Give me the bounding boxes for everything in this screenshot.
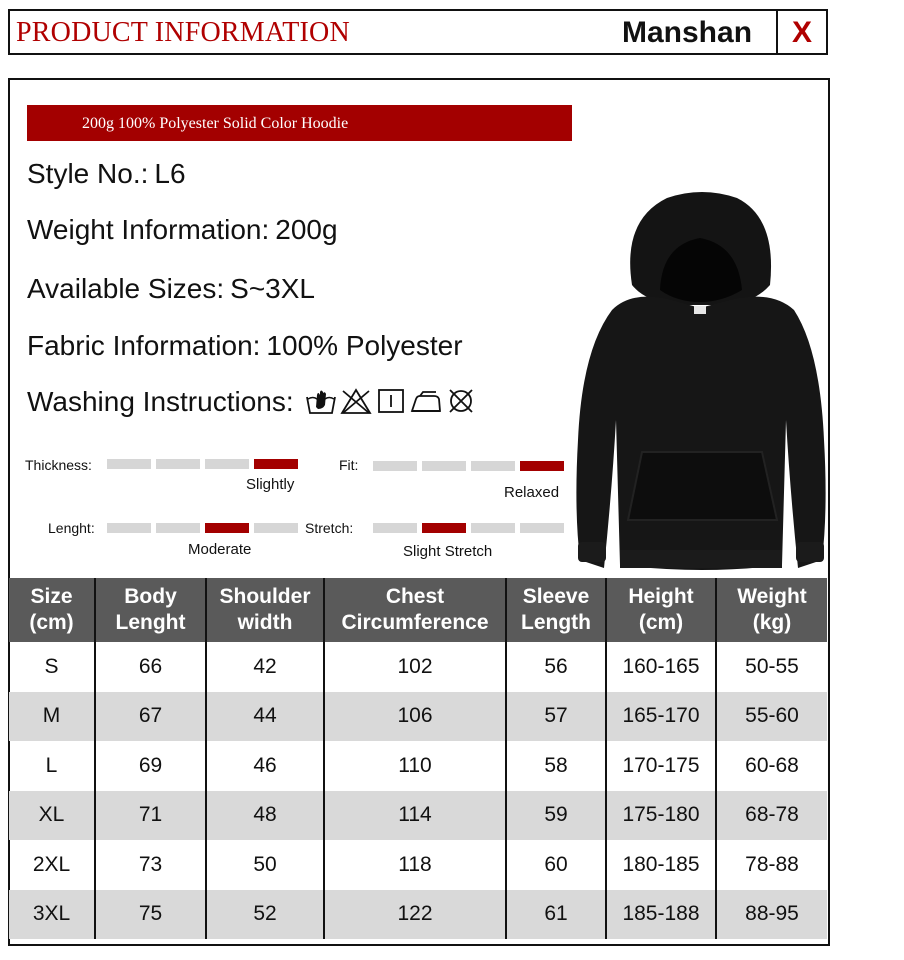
col-header-weight: Weight (kg) (716, 578, 827, 642)
cell: XL (9, 791, 95, 841)
cell: 55-60 (716, 692, 827, 742)
cell: 48 (206, 791, 324, 841)
table-row (9, 642, 827, 692)
col-header-shoulder: Shoulder width (206, 578, 324, 642)
cell: 106 (324, 692, 506, 742)
stretch-seg-3 (471, 523, 515, 533)
fit-seg-4 (520, 461, 564, 471)
thickness-seg-4 (254, 459, 298, 469)
table-row (9, 791, 827, 841)
table-header-row (9, 578, 827, 642)
no-tumble-dry-icon (445, 387, 477, 415)
page-title: PRODUCT INFORMATION (16, 17, 350, 48)
stretch-value: Slight Stretch (403, 543, 493, 560)
col-header-body-length: Body Lenght (95, 578, 206, 642)
sizes-label: Available Sizes: (27, 273, 225, 304)
cell: 185-188 (606, 890, 716, 940)
table-row (9, 692, 827, 742)
cell: 60 (506, 840, 606, 890)
stretch-seg-4 (520, 523, 564, 533)
hand-wash-icon (305, 387, 337, 415)
cell: 78-88 (745, 852, 799, 876)
cell: 44 (206, 692, 324, 742)
header-bar (8, 9, 828, 55)
thickness-seg-2 (156, 459, 200, 469)
cell: 88-95 (716, 890, 827, 940)
cell: 73 (95, 840, 206, 890)
iron-icon (410, 387, 442, 415)
cell: 118 (324, 840, 506, 890)
cell: 66 (95, 642, 206, 692)
washing-label: Washing Instructions: (27, 386, 294, 417)
weight-label: Weight Information: (27, 214, 270, 245)
style-label: Style No.: (27, 158, 149, 189)
cell: 110 (324, 741, 506, 791)
cell: 46 (206, 741, 324, 791)
brand-name: Manshan (622, 16, 753, 49)
thickness-value: Slightly (246, 476, 295, 493)
washing-line (27, 386, 477, 418)
close-button[interactable]: X (791, 16, 812, 49)
no-bleach-icon (340, 387, 372, 415)
thickness-seg-1 (107, 459, 151, 469)
hoodie-image (572, 190, 830, 575)
stretch-seg-1 (373, 523, 417, 533)
stretch-seg-2 (422, 523, 466, 533)
cell: 165-170 (606, 692, 716, 742)
col-header-height: Height (cm) (606, 578, 716, 642)
table-row (9, 840, 827, 890)
fabric-value: 100% Polyester (266, 330, 463, 361)
length-bar (107, 523, 298, 533)
weight-line (27, 214, 338, 246)
col-header-size: Size (cm) (9, 578, 95, 642)
banner-text: 200g 100% Polyester Solid Color Hoodie (82, 115, 349, 132)
cell: 68-78 (716, 791, 827, 841)
style-line (27, 158, 186, 190)
weight-value: 200g (275, 214, 338, 245)
cell: 50-55 (745, 654, 799, 678)
cell: 52 (206, 890, 324, 940)
style-value: L6 (154, 158, 186, 189)
thickness-label: Thickness: (25, 457, 92, 473)
cell: 59 (506, 791, 606, 841)
stretch-bar (373, 523, 564, 533)
length-value: Moderate (188, 541, 252, 558)
cell: 180-185 (606, 840, 716, 890)
fit-seg-3 (471, 461, 515, 471)
length-seg-4 (254, 523, 298, 533)
cell: 102 (324, 642, 506, 692)
cell: S (9, 642, 95, 692)
cell: 50 (206, 840, 324, 890)
cell: 60-68 (745, 753, 799, 777)
cell: 57 (506, 692, 606, 742)
table-row (9, 741, 827, 791)
cell: 175-180 (606, 791, 716, 841)
col-header-chest: Chest Circumference (324, 578, 506, 642)
fit-label: Fit: (339, 457, 359, 473)
length-seg-2 (156, 523, 200, 533)
length-seg-1 (107, 523, 151, 533)
fabric-label: Fabric Information: (27, 330, 261, 361)
cell: 3XL (9, 890, 95, 940)
cell: 58 (506, 741, 606, 791)
table-row (9, 890, 827, 940)
cell: 56 (506, 642, 606, 692)
thickness-bar (107, 459, 298, 469)
sizes-line (27, 273, 315, 305)
cell: 170-175 (606, 741, 716, 791)
cell: 160-165 (606, 642, 716, 692)
product-banner (27, 105, 572, 141)
length-seg-3 (205, 523, 249, 533)
cell: 61 (506, 890, 606, 940)
cell: 42 (206, 642, 324, 692)
stretch-label: Stretch: (305, 520, 354, 536)
washing-icons (305, 387, 477, 415)
length-label: Lenght: (48, 520, 95, 536)
cell: 69 (95, 741, 206, 791)
cell: 2XL (9, 840, 95, 890)
fabric-line (27, 330, 463, 362)
cell: 71 (95, 791, 206, 841)
size-table (9, 578, 827, 939)
fit-bar (373, 461, 564, 471)
cell: M (9, 692, 95, 742)
cell: 122 (324, 890, 506, 940)
cell: 114 (324, 791, 506, 841)
thickness-seg-3 (205, 459, 249, 469)
sizes-value: S~3XL (230, 273, 316, 304)
cell: L (9, 741, 95, 791)
fit-seg-2 (422, 461, 466, 471)
fit-value: Relaxed (504, 484, 560, 501)
col-header-sleeve: Sleeve Length (506, 578, 606, 642)
fit-seg-1 (373, 461, 417, 471)
cell: 67 (95, 692, 206, 742)
cell: 75 (95, 890, 206, 940)
line-dry-icon (375, 387, 407, 415)
